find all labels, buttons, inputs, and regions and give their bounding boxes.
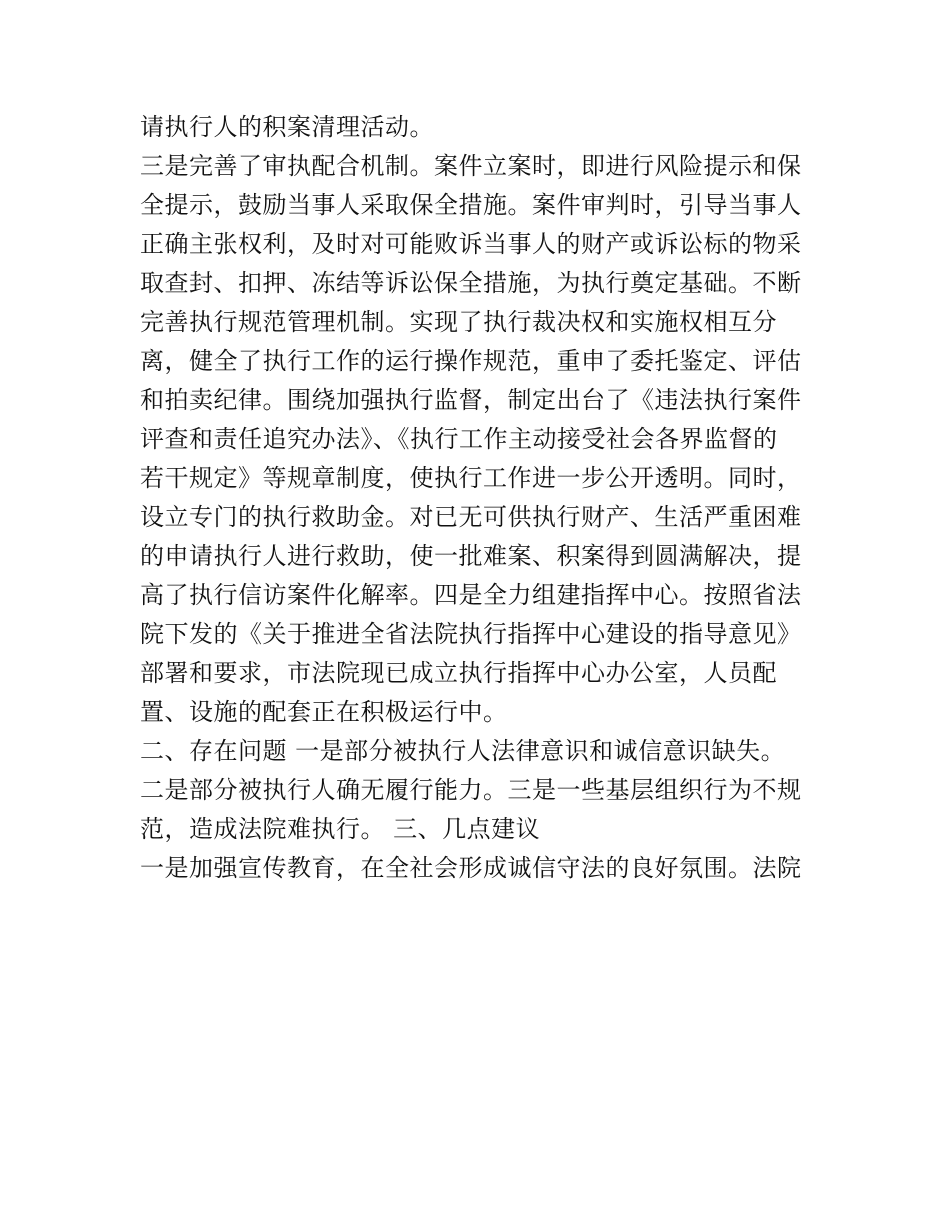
text-line: 高了执行信访案件化解率。四是全力组建指挥中心。按照省法 <box>140 581 802 609</box>
text-line: 三是完善了审执配合机制。案件立案时，即进行风险提示和保 <box>140 152 802 180</box>
text-line: 请执行人的积案清理活动。 <box>140 113 434 141</box>
text-line: 部署和要求，市法院现已成立执行指挥中心办公室，人员配 <box>140 659 777 687</box>
text-line: 取查封、扣押、冻结等诉讼保全措施，为执行奠定基础。不断 <box>140 269 802 297</box>
text-line: 评查和责任追究办法》、《执行工作主动接受社会各界监督的 <box>140 425 778 453</box>
text-line: 的申请执行人进行救助，使一批难案、积案得到圆满解决，提 <box>140 542 802 570</box>
text-line: 若干规定》等规章制度，使执行工作进一步公开透明。同时， <box>140 464 802 492</box>
document-body <box>140 108 830 888</box>
text-line: 完善执行规范管理机制。实现了执行裁决权和实施权相互分 <box>140 308 777 336</box>
text-line: 置、设施的配套正在积极运行中。 <box>140 698 508 726</box>
text-line: 设立专门的执行救助金。对已无可供执行财产、生活严重困难 <box>140 503 802 531</box>
text-line: 全提示，鼓励当事人采取保全措施。案件审判时，引导当事人 <box>140 191 802 219</box>
text-line: 一是加强宣传教育，在全社会形成诚信守法的良好氛围。法院 <box>140 854 802 882</box>
section-heading-line: 范，造成法院难执行。 三、几点建议 <box>140 815 541 843</box>
text-line: 院下发的《关于推进全省法院执行指挥中心建设的指导意见》 <box>140 620 802 648</box>
section-heading-line: 二、存在问题 一是部分被执行人法律意识和诚信意识缺失。 <box>140 737 786 765</box>
text-line: 二是部分被执行人确无履行能力。三是一些基层组织行为不规 <box>140 776 802 804</box>
text-line: 正确主张权利，及时对可能败诉当事人的财产或诉讼标的物采 <box>140 230 802 258</box>
text-line: 和拍卖纪律。围绕加强执行监督，制定出台了《违法执行案件 <box>140 386 802 414</box>
text-line: 离，健全了执行工作的运行操作规范，重申了委托鉴定、评估 <box>140 347 802 375</box>
